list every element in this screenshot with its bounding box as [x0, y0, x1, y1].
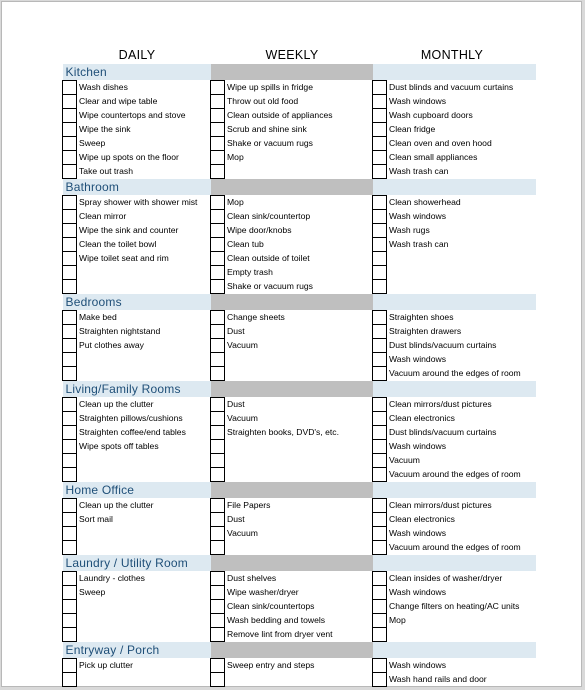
weekly-task: Clean tub: [227, 239, 264, 249]
daily-task: Clean mirror: [79, 211, 127, 221]
weekly-checkbox[interactable]: [211, 210, 225, 224]
daily-checkbox[interactable]: [63, 659, 77, 673]
monthly-task: Clean oven and oven hood: [389, 138, 492, 148]
daily-task: Straighten pillows/cushions: [79, 413, 183, 423]
daily-task: Wipe the sink and counter: [79, 225, 179, 235]
daily-checkbox[interactable]: [63, 165, 77, 179]
daily-task: Straighten nightstand: [79, 326, 161, 336]
monthly-task: Wash windows: [389, 660, 446, 670]
weekly-checkbox[interactable]: [211, 572, 225, 586]
weekly-checkbox[interactable]: [211, 325, 225, 339]
daily-checkbox[interactable]: [63, 151, 77, 165]
daily-task: Straighten coffee/end tables: [79, 427, 186, 437]
weekly-checkbox[interactable]: [211, 353, 225, 367]
daily-checkbox[interactable]: [63, 123, 77, 137]
task-row: [63, 527, 536, 541]
daily-task: [77, 673, 211, 687]
monthly-checkbox[interactable]: [373, 109, 387, 123]
monthly-task: Vacuum around the edges of room: [389, 368, 521, 378]
weekly-task: Wipe door/knobs: [227, 225, 292, 235]
task-row: [63, 412, 536, 426]
task-row: [63, 238, 536, 252]
monthly-checkbox[interactable]: [373, 527, 387, 541]
daily-checkbox[interactable]: [63, 468, 77, 482]
section-header-row: [63, 294, 536, 311]
task-row: [63, 499, 536, 513]
section-title: Bathroom: [63, 179, 211, 196]
daily-checkbox[interactable]: [63, 426, 77, 440]
weekly-checkbox[interactable]: [211, 586, 225, 600]
daily-task: Laundry - clothes: [79, 573, 145, 583]
weekly-checkbox[interactable]: [211, 81, 225, 95]
task-row: [63, 353, 536, 367]
daily-task: Clean up the clutter: [79, 500, 154, 510]
daily-task: [77, 527, 211, 541]
weekly-task: Wipe washer/dryer: [227, 587, 299, 597]
weekly-task: Shake or vacuum rugs: [227, 281, 313, 291]
task-row: [63, 541, 536, 555]
task-row: [63, 572, 536, 586]
weekly-task: Mop: [227, 152, 244, 162]
weekly-checkbox[interactable]: [211, 541, 225, 555]
daily-checkbox[interactable]: [63, 628, 77, 642]
weekly-task: Mop: [227, 197, 244, 207]
monthly-checkbox[interactable]: [373, 353, 387, 367]
weekly-header: WEEKLY: [265, 48, 319, 62]
weekly-checkbox[interactable]: [211, 123, 225, 137]
monthly-checkbox[interactable]: [373, 499, 387, 513]
daily-checkbox[interactable]: [63, 527, 77, 541]
daily-header: DAILY: [118, 48, 156, 62]
daily-checkbox[interactable]: [63, 499, 77, 513]
section-title: Entryway / Porch: [63, 642, 211, 659]
monthly-checkbox[interactable]: [373, 325, 387, 339]
daily-checkbox[interactable]: [63, 614, 77, 628]
weekly-checkbox[interactable]: [211, 95, 225, 109]
daily-checkbox[interactable]: [63, 339, 77, 353]
task-row: [63, 325, 536, 339]
monthly-task: Clean showerhead: [389, 197, 461, 207]
daily-checkbox[interactable]: [63, 572, 77, 586]
weekly-checkbox[interactable]: [211, 440, 225, 454]
daily-checkbox[interactable]: [63, 673, 77, 687]
weekly-task: [225, 165, 373, 179]
weekly-checkbox[interactable]: [211, 468, 225, 482]
task-row: [63, 468, 536, 482]
weekly-bar: [211, 179, 373, 196]
monthly-task: Clean electronics: [389, 514, 455, 524]
monthly-checkbox[interactable]: [373, 541, 387, 555]
weekly-checkbox[interactable]: [211, 224, 225, 238]
weekly-checkbox[interactable]: [211, 137, 225, 151]
daily-checkbox[interactable]: [63, 81, 77, 95]
task-row: [63, 95, 536, 109]
monthly-checkbox[interactable]: [373, 252, 387, 266]
daily-task: Put clothes away: [79, 340, 144, 350]
monthly-checkbox[interactable]: [373, 210, 387, 224]
weekly-task: Remove lint from dryer vent: [227, 629, 333, 639]
daily-task: [77, 367, 211, 381]
monthly-task: Clean mirrors/dust pictures: [389, 399, 492, 409]
daily-task: [77, 454, 211, 468]
monthly-task: Wash rugs: [389, 225, 430, 235]
monthly-checkbox[interactable]: [373, 412, 387, 426]
section-title: Bedrooms: [63, 294, 211, 311]
weekly-checkbox[interactable]: [211, 527, 225, 541]
monthly-checkbox[interactable]: [373, 440, 387, 454]
weekly-bar: [211, 64, 373, 81]
section-title: Home Office: [63, 482, 211, 499]
daily-task: [77, 600, 211, 614]
weekly-task: Dust: [227, 514, 245, 524]
weekly-checkbox[interactable]: [211, 673, 225, 687]
section-header-row: [63, 64, 536, 81]
task-row: [63, 81, 536, 95]
section-header-row: [63, 381, 536, 398]
daily-task: Clear and wipe table: [79, 96, 158, 106]
section-header-row: [63, 555, 536, 572]
daily-task: [77, 468, 211, 482]
weekly-task: [225, 353, 373, 367]
task-row: [63, 266, 536, 280]
monthly-checkbox[interactable]: [373, 468, 387, 482]
daily-checkbox[interactable]: [63, 454, 77, 468]
monthly-checkbox[interactable]: [373, 614, 387, 628]
monthly-task: Wash windows: [389, 96, 446, 106]
daily-checkbox[interactable]: [63, 238, 77, 252]
weekly-task: [225, 541, 373, 555]
monthly-task: Wash trash can: [389, 166, 449, 176]
weekly-task: [225, 468, 373, 482]
weekly-task: Vacuum: [227, 528, 258, 538]
monthly-task: Clean electronics: [389, 413, 455, 423]
daily-checkbox[interactable]: [63, 367, 77, 381]
monthly-task: Dust blinds/vacuum curtains: [389, 340, 497, 350]
monthly-task: Change filters on heating/AC units: [389, 601, 520, 611]
task-row: [63, 123, 536, 137]
monthly-checkbox[interactable]: [373, 339, 387, 353]
weekly-task: Dust: [227, 326, 245, 336]
monthly-checkbox[interactable]: [373, 238, 387, 252]
weekly-bar: [211, 381, 373, 398]
monthly-task: Dust blinds and vacuum curtains: [389, 82, 514, 92]
task-row: [63, 513, 536, 527]
task-row: [63, 398, 536, 412]
monthly-task: Clean fridge: [389, 124, 436, 134]
monthly-checkbox[interactable]: [373, 426, 387, 440]
daily-task: Pick up clutter: [79, 660, 133, 670]
daily-task: Wipe countertops and stove: [79, 110, 186, 120]
daily-task: Wipe the sink: [79, 124, 131, 134]
daily-checkbox[interactable]: [63, 440, 77, 454]
monthly-checkbox[interactable]: [373, 224, 387, 238]
weekly-task: Dust shelves: [227, 573, 277, 583]
task-row: [63, 137, 536, 151]
weekly-task: Clean sink/countertops: [227, 601, 315, 611]
task-row: [63, 586, 536, 600]
monthly-bar: [373, 381, 536, 398]
monthly-task: [387, 266, 536, 280]
daily-task: Sweep: [79, 587, 106, 597]
weekly-task: Clean outside of appliances: [227, 110, 333, 120]
weekly-checkbox[interactable]: [211, 165, 225, 179]
daily-task: Make bed: [79, 312, 117, 322]
chore-table: [62, 64, 536, 687]
monthly-bar: [373, 555, 536, 572]
task-row: [63, 614, 536, 628]
weekly-task: Vacuum: [227, 413, 258, 423]
monthly-task: Wash windows: [389, 441, 446, 451]
weekly-task: Clean outside of toilet: [227, 253, 310, 263]
weekly-task: File Papers: [227, 500, 271, 510]
daily-task: Spray shower with shower mist: [79, 197, 198, 207]
daily-checkbox[interactable]: [63, 210, 77, 224]
monthly-checkbox[interactable]: [373, 196, 387, 210]
weekly-task: Clean sink/countertop: [227, 211, 311, 221]
task-row: [63, 628, 536, 642]
weekly-bar: [211, 555, 373, 572]
daily-checkbox[interactable]: [63, 95, 77, 109]
daily-checkbox[interactable]: [63, 252, 77, 266]
weekly-checkbox[interactable]: [211, 339, 225, 353]
task-row: [63, 311, 536, 325]
daily-task: Wipe up spots on the floor: [79, 152, 179, 162]
monthly-checkbox[interactable]: [373, 280, 387, 294]
monthly-task: Straighten drawers: [389, 326, 462, 336]
monthly-task: Wash windows: [389, 587, 446, 597]
monthly-bar: [373, 179, 536, 196]
weekly-task: Sweep entry and steps: [227, 660, 315, 670]
monthly-task: Clean small appliances: [389, 152, 478, 162]
monthly-checkbox[interactable]: [373, 628, 387, 642]
daily-checkbox[interactable]: [63, 137, 77, 151]
weekly-checkbox[interactable]: [211, 252, 225, 266]
weekly-bar: [211, 294, 373, 311]
weekly-checkbox[interactable]: [211, 600, 225, 614]
weekly-checkbox[interactable]: [211, 614, 225, 628]
monthly-bar: [373, 482, 536, 499]
daily-task: [77, 280, 211, 294]
daily-checkbox[interactable]: [63, 266, 77, 280]
weekly-task: Shake or vacuum rugs: [227, 138, 313, 148]
monthly-bar: [373, 642, 536, 659]
daily-task: Wipe toilet seat and rim: [79, 253, 169, 263]
weekly-task: [225, 673, 373, 687]
weekly-checkbox[interactable]: [211, 513, 225, 527]
monthly-checkbox[interactable]: [373, 586, 387, 600]
section-header-row: [63, 482, 536, 499]
weekly-task: [225, 454, 373, 468]
weekly-checkbox[interactable]: [211, 367, 225, 381]
monthly-task: [387, 252, 536, 266]
section-title: Laundry / Utility Room: [63, 555, 211, 572]
monthly-checkbox[interactable]: [373, 165, 387, 179]
section-title: Living/Family Rooms: [63, 381, 211, 398]
weekly-checkbox[interactable]: [211, 412, 225, 426]
weekly-task: Wipe up spills in fridge: [227, 82, 313, 92]
monthly-checkbox[interactable]: [373, 81, 387, 95]
weekly-checkbox[interactable]: [211, 238, 225, 252]
weekly-checkbox[interactable]: [211, 454, 225, 468]
monthly-checkbox[interactable]: [373, 572, 387, 586]
weekly-task: Dust: [227, 399, 245, 409]
monthly-task: Wash windows: [389, 528, 446, 538]
weekly-task: Straighten books, DVD's, etc.: [227, 427, 339, 437]
weekly-checkbox[interactable]: [211, 266, 225, 280]
monthly-task: Vacuum around the edges of room: [389, 469, 521, 479]
weekly-checkbox[interactable]: [211, 151, 225, 165]
task-row: [63, 367, 536, 381]
daily-task: Take out trash: [79, 166, 133, 176]
weekly-task: [225, 440, 373, 454]
monthly-checkbox[interactable]: [373, 673, 387, 687]
daily-task: [77, 353, 211, 367]
monthly-task: Vacuum: [389, 455, 420, 465]
task-row: [63, 252, 536, 266]
daily-task: [77, 628, 211, 642]
task-row: [63, 339, 536, 353]
task-row: [63, 454, 536, 468]
weekly-checkbox[interactable]: [211, 398, 225, 412]
monthly-task: Clean mirrors/dust pictures: [389, 500, 492, 510]
daily-task: Sweep: [79, 138, 106, 148]
monthly-header: MONTHLY: [420, 48, 484, 62]
task-row: [63, 440, 536, 454]
monthly-task: Wash windows: [389, 354, 446, 364]
task-row: [63, 659, 536, 673]
weekly-bar: [211, 642, 373, 659]
weekly-checkbox[interactable]: [211, 659, 225, 673]
daily-checkbox[interactable]: [63, 586, 77, 600]
task-row: [63, 165, 536, 179]
monthly-checkbox[interactable]: [373, 151, 387, 165]
monthly-checkbox[interactable]: [373, 311, 387, 325]
daily-checkbox[interactable]: [63, 353, 77, 367]
daily-task: Wipe spots off tables: [79, 441, 159, 451]
daily-checkbox[interactable]: [63, 280, 77, 294]
monthly-task: [387, 280, 536, 294]
weekly-checkbox[interactable]: [211, 196, 225, 210]
task-row: [63, 151, 536, 165]
weekly-checkbox[interactable]: [211, 628, 225, 642]
daily-checkbox[interactable]: [63, 412, 77, 426]
weekly-checkbox[interactable]: [211, 499, 225, 513]
section-header-row: [63, 642, 536, 659]
weekly-task: Wash bedding and towels: [227, 615, 326, 625]
weekly-checkbox[interactable]: [211, 109, 225, 123]
weekly-checkbox[interactable]: [211, 426, 225, 440]
monthly-checkbox[interactable]: [373, 454, 387, 468]
monthly-task: Mop: [389, 615, 406, 625]
daily-task: Sort mail: [79, 514, 113, 524]
daily-checkbox[interactable]: [63, 541, 77, 555]
weekly-checkbox[interactable]: [211, 280, 225, 294]
task-row: [63, 224, 536, 238]
monthly-task: Clean insides of washer/dryer: [389, 573, 503, 583]
task-row: [63, 280, 536, 294]
monthly-task: Wash cupboard doors: [389, 110, 473, 120]
monthly-task: Dust blinds/vacuum curtains: [389, 427, 497, 437]
section-header-row: [63, 179, 536, 196]
monthly-task: Vacuum around the edges of room: [389, 542, 521, 552]
monthly-checkbox[interactable]: [373, 600, 387, 614]
weekly-task: Vacuum: [227, 340, 258, 350]
daily-task: Wash dishes: [79, 82, 128, 92]
monthly-bar: [373, 294, 536, 311]
monthly-task: Wash hand rails and door: [389, 674, 487, 684]
monthly-task: Wash trash can: [389, 239, 449, 249]
daily-checkbox[interactable]: [63, 325, 77, 339]
monthly-task: Straighten shoes: [389, 312, 454, 322]
task-row: [63, 673, 536, 687]
monthly-checkbox[interactable]: [373, 398, 387, 412]
daily-checkbox[interactable]: [63, 398, 77, 412]
daily-task: [77, 541, 211, 555]
daily-checkbox[interactable]: [63, 600, 77, 614]
task-row: [63, 600, 536, 614]
weekly-task: Throw out old food: [227, 96, 299, 106]
daily-task: Clean up the clutter: [79, 399, 154, 409]
weekly-task: Empty trash: [227, 267, 273, 277]
monthly-checkbox[interactable]: [373, 123, 387, 137]
monthly-checkbox[interactable]: [373, 659, 387, 673]
task-row: [63, 196, 536, 210]
weekly-task: Change sheets: [227, 312, 285, 322]
task-row: [63, 210, 536, 224]
daily-task: [77, 614, 211, 628]
monthly-checkbox[interactable]: [373, 95, 387, 109]
monthly-checkbox[interactable]: [373, 513, 387, 527]
daily-task: Clean the toilet bowl: [79, 239, 157, 249]
task-row: [63, 426, 536, 440]
daily-checkbox[interactable]: [63, 311, 77, 325]
monthly-task: Wash windows: [389, 211, 446, 221]
weekly-checkbox[interactable]: [211, 311, 225, 325]
daily-checkbox[interactable]: [63, 513, 77, 527]
monthly-bar: [373, 64, 536, 81]
monthly-task: [387, 628, 536, 642]
daily-checkbox[interactable]: [63, 109, 77, 123]
daily-checkbox[interactable]: [63, 224, 77, 238]
checklist-page: [1, 1, 582, 687]
weekly-task: [225, 367, 373, 381]
monthly-checkbox[interactable]: [373, 266, 387, 280]
monthly-checkbox[interactable]: [373, 367, 387, 381]
daily-task: [77, 266, 211, 280]
section-title: Kitchen: [63, 64, 211, 81]
weekly-bar: [211, 482, 373, 499]
weekly-task: Scrub and shine sink: [227, 124, 307, 134]
task-row: [63, 109, 536, 123]
monthly-checkbox[interactable]: [373, 137, 387, 151]
daily-checkbox[interactable]: [63, 196, 77, 210]
